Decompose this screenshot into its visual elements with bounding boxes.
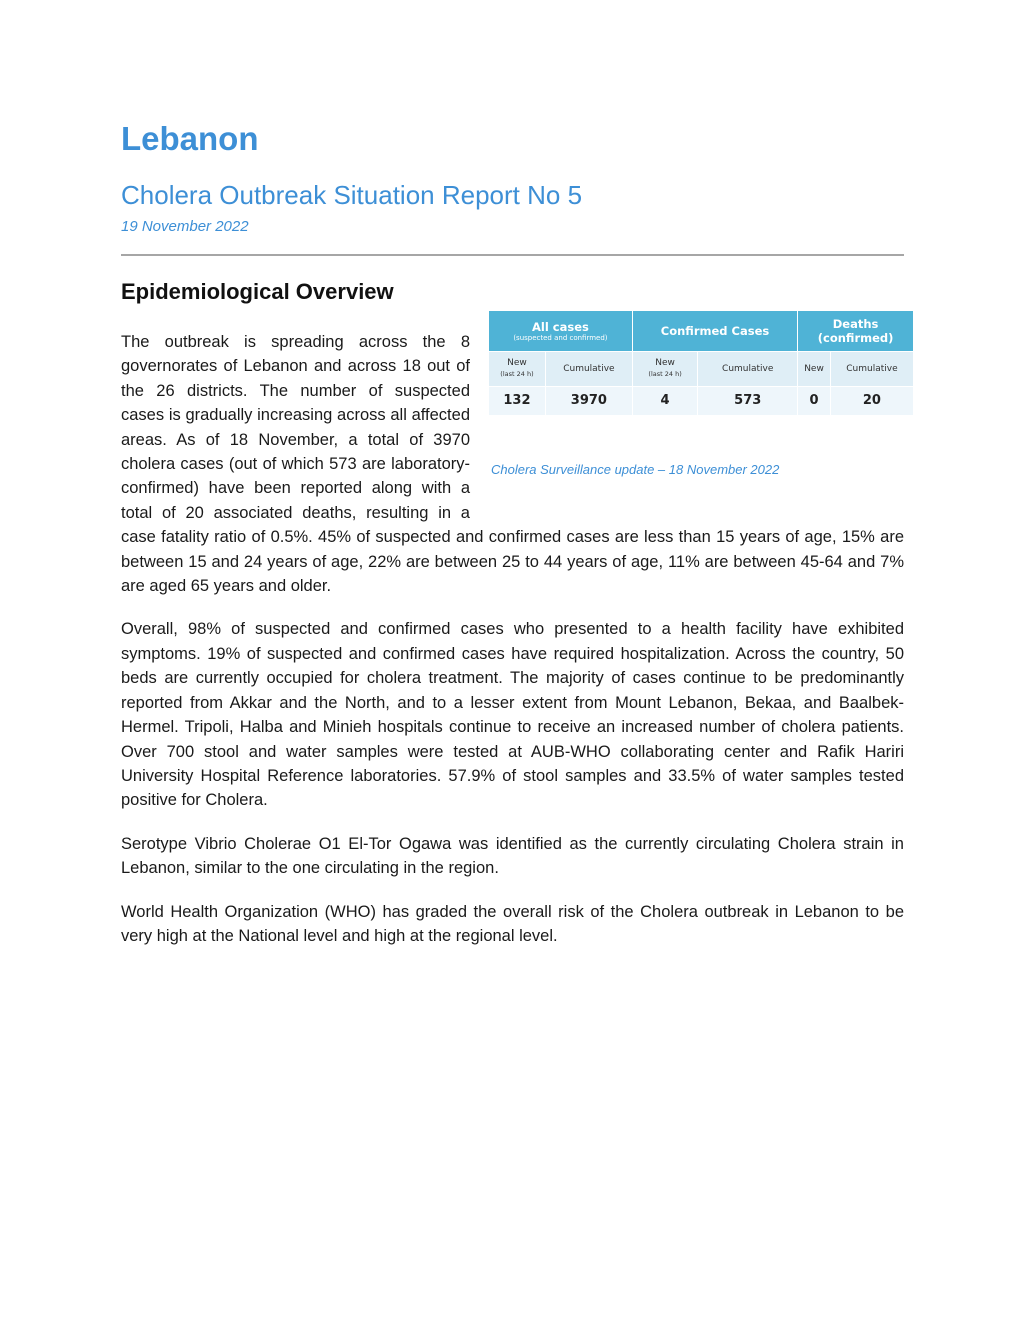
- stats-table: [488, 310, 914, 416]
- report-body: [121, 317, 904, 967]
- header-all-cases: All cases (suspected and confirmed): [489, 311, 633, 352]
- value-deaths-cumulative: 20: [830, 387, 913, 416]
- paragraph-serotype: Serotype Vibrio Cholerae O1 El-Tor Ogawa was identified as the currently circulating Cholera strain in Lebanon, similar to the one circulating in the region.: [121, 834, 904, 878]
- paragraph-risk: World Health Organization (WHO) has graded the overall risk of the Cholera outbreak in Lebanon to be very high at the National level and high at the regional level.: [121, 902, 904, 945]
- subheader-deaths-cumulative: Cumulative: [830, 352, 913, 387]
- report-title: Cholera Outbreak Situation Report No 5: [121, 180, 583, 210]
- value-all-cumulative: 3970: [545, 387, 632, 416]
- section-title: Epidemiological Overview: [121, 279, 394, 304]
- header-deaths: Deaths (confirmed): [798, 311, 914, 352]
- value-all-new: 132: [489, 387, 546, 416]
- table-caption: Cholera Surveillance update – 18 November 2022: [491, 462, 780, 477]
- value-deaths-new: 0: [798, 387, 831, 416]
- report-date: 19 November 2022: [121, 218, 249, 235]
- header-confirmed-cases: Confirmed Cases: [632, 311, 797, 352]
- paragraph-overview: The outbreak is spreading across the 8 governorates of Lebanon and across 18 out of the 26 districts. The number of suspected cases is gradually increasing across all affected areas. As of 18 November, a total of 3970 cholera cases (out of which 573 are laboratory-confirmed) have been reported along with a total of 20 associated deaths, resulting in a case fatality ratio of 0.5%. 45% of suspected and confirmed cases are less than 15 years of age, 15% are between 15 and 24 years of age, 22% are between 25 to 44 years of age, 11% are between 45-64 and 7% are aged 65 years and older.: [121, 333, 904, 596]
- country-heading: Lebanon: [121, 120, 259, 157]
- value-confirmed-new: 4: [632, 387, 697, 416]
- subheader-confirmed-new: New (last 24 h): [632, 352, 697, 387]
- subheader-all-new: New (last 24 h): [489, 352, 546, 387]
- value-confirmed-cumulative: 573: [698, 387, 798, 416]
- stats-figure: [480, 317, 910, 508]
- subheader-deaths-new: New: [798, 352, 831, 387]
- subheader-all-cumulative: Cumulative: [545, 352, 632, 387]
- paragraph-clinical: Overall, 98% of suspected and confirmed cases who presented to a health facility have exhibited symptoms. 19% of suspected and confirmed cases have required hospitalization. Across the country, 50 beds are currently occupied for cholera treatment. The majority of cases continue to be predominantly reported from Akkar and the North, and to a lesser extent from Mount Lebanon, Bekaa, and Baalbek-Hermel. Tripoli, Halba and Minieh hospitals continue to receive an increased number of cholera patients. Over 700 stool and water samples were tested at AUB-WHO collaborating center and Rafik Hariri University Hospital Reference laboratories. 57.9% of stool samples and 33.5% of water samples tested positive for Cholera.: [121, 620, 904, 810]
- header-divider: [121, 254, 904, 256]
- subheader-confirmed-cumulative: Cumulative: [698, 352, 798, 387]
